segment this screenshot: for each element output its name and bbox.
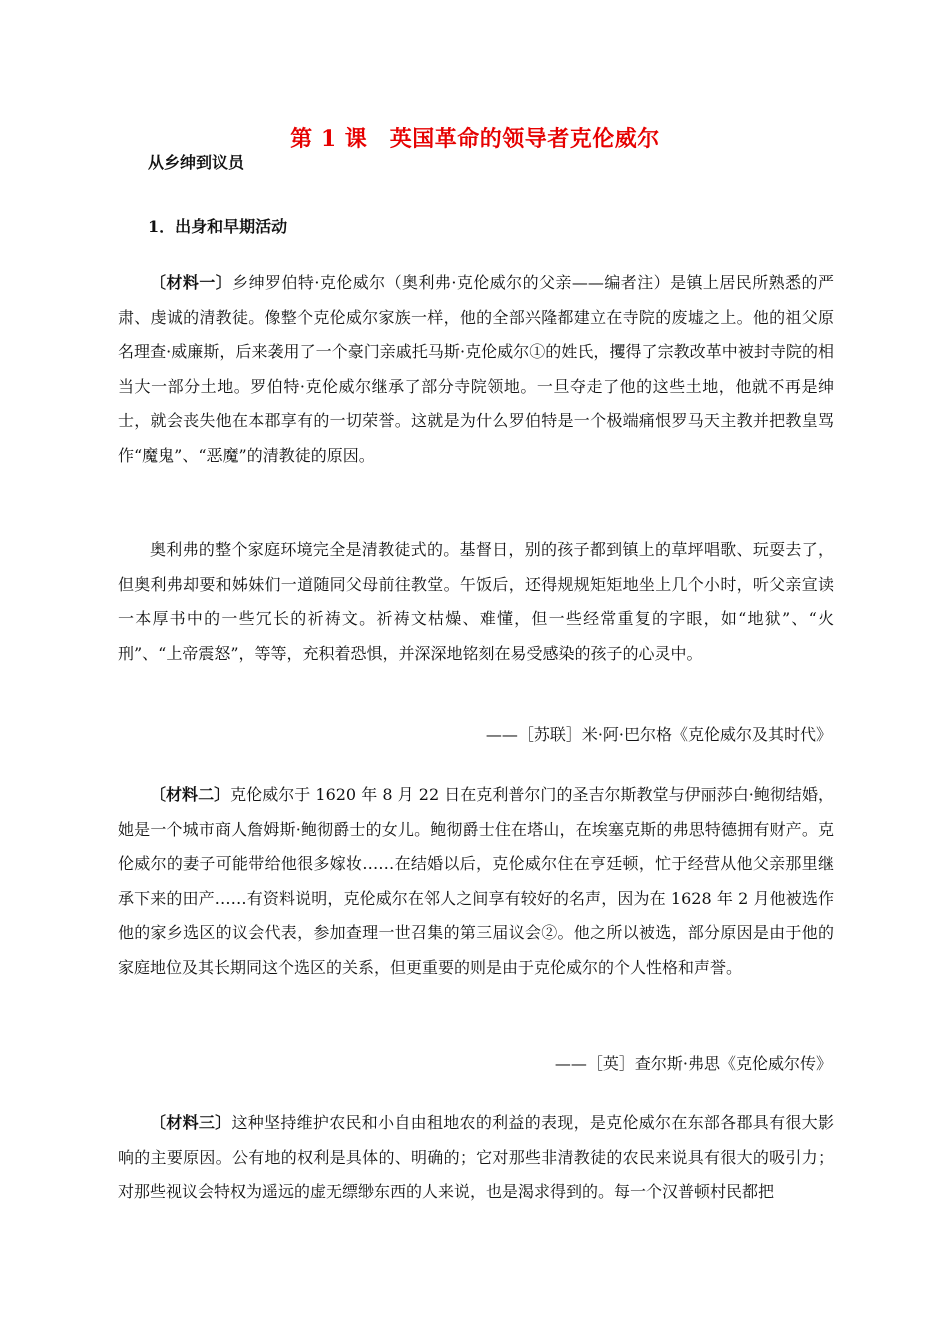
section-heading: 从乡绅到议员 xyxy=(148,153,245,172)
material-one-tag: 〔材料一〕 xyxy=(150,273,233,292)
material-three xyxy=(118,1106,834,1210)
material-two-source: ——［英］查尔斯·弗思《克伦威尔传》 xyxy=(554,1054,832,1073)
material-two-tag: 〔材料二〕 xyxy=(150,785,231,804)
material-one-paragraph xyxy=(118,266,834,473)
material-one-source: ——［苏联］米·阿·巴尔格《克伦威尔及其时代》 xyxy=(485,725,832,744)
material-one-paragraph-two: 奥利弗的整个家庭环境完全是清教徒式的。基督日，别的孩子都到镇上的草坪唱歌、玩耍去了，但奥利弗却要和姊妹们一道随同父母前往教堂。午饭后，还得规规矩矩地坐上几个小时，听父亲宣读一本厚书中的一些冗长的祈祷文。祈祷文枯燥、难懂，但一些经常重复的字眼，如“地狱”、“火刑”、“上帝震怒”，等等，充积着恐惧，并深深地铭刻在易受感染的孩子的心灵中。 xyxy=(118,540,834,663)
material-one-text: 乡绅罗伯特·克伦威尔（奥利弗·克伦威尔的父亲——编者注）是镇上居民所熟悉的严肃、虔诚的清教徒。像整个克伦威尔家族一样，他的全部兴隆都建立在寺院的废墟之上。他的祖父原名理查·威廉斯，后来袭用了一个豪门亲戚托马斯·克伦威尔①的姓氏，攫得了宗教改革中被封寺院的相当大一部分土地。罗伯特·克伦威尔继承了部分寺院领地。一旦夺走了他的这些土地，他就不再是绅士，就会丧失他在本郡享有的一切荣誉。这就是为什么罗伯特是一个极端痛恨罗马天主教并把教皇骂作“魔鬼”、“恶魔”的清教徒的原因。 xyxy=(118,273,834,465)
material-three-tag: 〔材料三〕 xyxy=(150,1113,232,1132)
material-two xyxy=(118,778,834,985)
material-one-continued xyxy=(118,533,834,671)
sub-heading: 1．出身和早期活动 xyxy=(148,217,288,236)
lesson-title: 第 1 课 英国革命的领导者克伦威尔 xyxy=(290,126,660,152)
material-two-text: 克伦威尔于 1620 年 8 月 22 日在克利普尔门的圣吉尔斯教堂与伊丽莎白·鲍彻结婚，她是一个城市商人詹姆斯·鲍彻爵士的女儿。鲍彻爵士住在塔山，在埃塞克斯的弗思特德拥有财产。克伦威尔的妻子可能带给他很多嫁妆……在结婚以后，克伦威尔住在亨廷顿，忙于经营从他父亲那里继承下来的田产……有资料说明，克伦威尔在邻人之间享有较好的名声，因为在 1628 年 2 月他被选作他的家乡选区的议会代表，参加查理一世召集的第三届议会②。他之所以被选，部分原因是由于他的家庭地位及其长期同这个选区的关系，但更重要的则是由于克伦威尔的个人性格和声誉。 xyxy=(118,785,834,977)
material-two-paragraph xyxy=(118,778,834,985)
material-three-text: 这种坚持维护农民和小自由租地农的利益的表现，是克伦威尔在东部各郡具有很大影响的主要原因。公有地的权利是具体的、明确的；它对那些非清教徒的农民来说具有很大的吸引力；对那些视议会特权为遥远的虚无缥缈东西的人来说，也是渴求得到的。每一个汉普顿村民都把 xyxy=(118,1113,834,1201)
material-one xyxy=(118,266,834,473)
material-three-paragraph xyxy=(118,1106,834,1210)
